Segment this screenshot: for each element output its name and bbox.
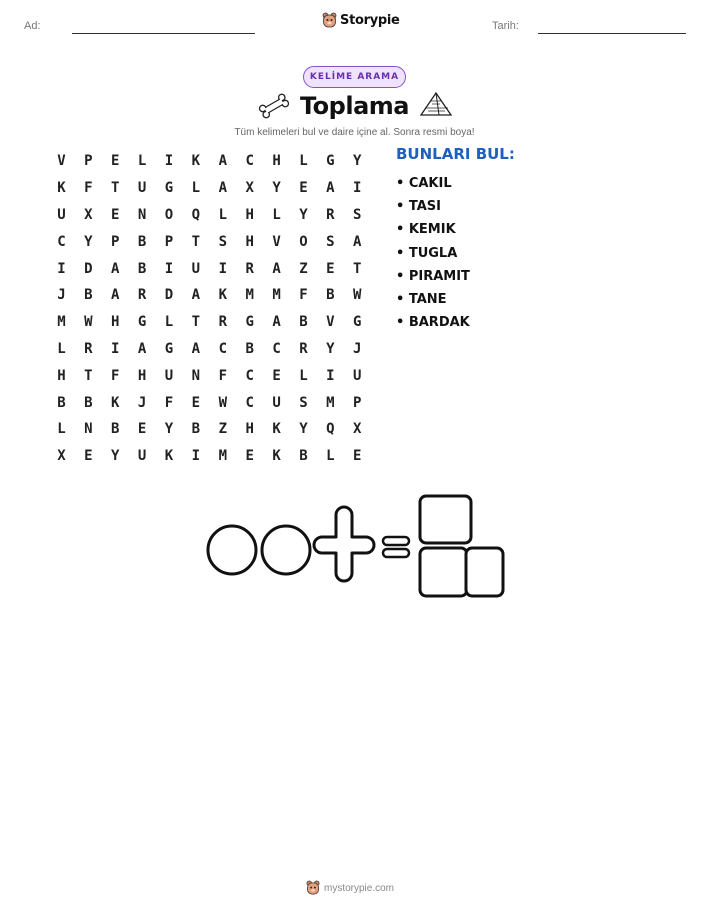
grid-letter[interactable]: L — [299, 153, 308, 170]
grid-letter[interactable]: X — [84, 206, 93, 223]
pyramid-icon — [419, 91, 453, 119]
grid-letter[interactable]: A — [191, 287, 201, 304]
grid-letter[interactable]: U — [272, 394, 281, 411]
grid-letter[interactable]: W — [353, 287, 362, 304]
grid-letter[interactable]: A — [218, 153, 227, 170]
word-list — [396, 172, 470, 334]
grid-letter[interactable]: A — [218, 180, 227, 197]
grid-letter[interactable]: R — [137, 287, 147, 304]
grid-letter[interactable]: L — [137, 153, 147, 170]
activity-badge — [303, 66, 406, 88]
word-list-title: BUNLARI BUL: — [396, 145, 515, 163]
grid-letter[interactable]: H — [245, 233, 254, 250]
grid-letter[interactable]: K — [272, 421, 281, 438]
grid-letter[interactable]: B — [137, 233, 147, 250]
brand-logo — [322, 12, 400, 29]
grid-letter[interactable]: P — [111, 233, 120, 250]
grid-letter[interactable]: H — [245, 206, 254, 223]
grid-letter[interactable]: I — [191, 448, 201, 465]
grid-letter[interactable]: A — [272, 260, 281, 277]
grid-letter[interactable]: E — [272, 367, 281, 384]
grid-letter[interactable]: C — [245, 153, 254, 170]
grid-letter[interactable]: P — [353, 394, 362, 411]
grid-letter[interactable]: I — [164, 260, 174, 277]
plus-sign-icon — [314, 507, 374, 581]
square-shape — [420, 548, 467, 596]
grid-letter[interactable]: L — [57, 340, 66, 357]
grid-letter[interactable]: U — [57, 206, 66, 223]
grid-letter[interactable]: X — [353, 421, 362, 438]
grid-letter[interactable]: F — [111, 367, 120, 384]
grid-letter[interactable]: B — [191, 421, 201, 438]
grid-letter[interactable]: U — [191, 260, 201, 277]
word-item: • TUGLA — [396, 245, 458, 261]
grid-letter[interactable]: B — [326, 287, 335, 304]
grid-letter[interactable]: V — [326, 314, 335, 331]
grid-letter[interactable]: U — [353, 367, 362, 384]
grid-letter[interactable]: A — [272, 314, 281, 331]
grid-letter[interactable]: G — [164, 340, 174, 357]
grid-letter[interactable]: S — [326, 233, 335, 250]
grid-letter[interactable]: T — [191, 233, 201, 250]
grid-row — [48, 202, 371, 229]
word-item: • CAKIL — [396, 176, 452, 192]
grid-letter[interactable]: I — [326, 367, 335, 384]
instructions: Tüm kelimeleri bul ve daire içine al. Sonra resmi boya! — [234, 127, 475, 138]
square-shape — [420, 496, 471, 543]
circle-shape — [262, 526, 310, 574]
grid-letter[interactable]: P — [84, 153, 93, 170]
grid-letter[interactable]: N — [84, 421, 93, 438]
grid-letter[interactable]: T — [353, 260, 362, 277]
grid-letter[interactable]: I — [164, 153, 174, 170]
grid-letter[interactable]: E — [245, 448, 254, 465]
grid-letter[interactable]: I — [111, 340, 120, 357]
grid-letter[interactable]: G — [353, 314, 362, 331]
grid-letter[interactable]: R — [326, 206, 335, 223]
grid-letter[interactable]: F — [164, 394, 174, 411]
grid-letter[interactable]: A — [111, 287, 120, 304]
name-line — [72, 33, 255, 34]
grid-letter[interactable]: S — [353, 206, 362, 223]
bear-logo-icon — [306, 880, 320, 896]
grid-letter[interactable]: R — [299, 340, 308, 357]
grid-letter[interactable]: I — [57, 260, 66, 277]
grid-letter[interactable]: A — [111, 260, 120, 277]
badge-label: KELİME ARAMA — [309, 72, 400, 82]
grid-letter[interactable]: B — [57, 394, 66, 411]
grid-letter[interactable]: X — [57, 448, 66, 465]
word-item: • BARDAK — [396, 315, 470, 331]
grid-letter[interactable]: S — [218, 233, 227, 250]
grid-row — [48, 175, 371, 202]
grid-letter[interactable]: N — [191, 367, 201, 384]
grid-letter[interactable]: E — [111, 206, 120, 223]
grid-row — [48, 148, 371, 175]
grid-letter[interactable]: Y — [299, 206, 308, 223]
grid-letter[interactable]: Y — [326, 340, 335, 357]
grid-letter[interactable]: M — [245, 287, 254, 304]
grid-letter[interactable]: J — [353, 340, 362, 357]
grid-letter[interactable]: E — [326, 260, 335, 277]
coloring-illustration — [200, 490, 510, 602]
grid-letter[interactable]: G — [164, 180, 174, 197]
grid-letter[interactable]: B — [84, 287, 93, 304]
grid-letter[interactable]: E — [191, 394, 201, 411]
grid-letter[interactable]: A — [326, 180, 335, 197]
grid-letter[interactable]: Q — [326, 421, 335, 438]
grid-letter[interactable]: C — [245, 394, 254, 411]
grid-letter[interactable]: K — [57, 180, 66, 197]
grid-letter[interactable]: A — [353, 233, 362, 250]
grid-letter[interactable]: K — [191, 153, 201, 170]
grid-letter[interactable]: V — [272, 233, 281, 250]
word-item: • TANE — [396, 292, 447, 308]
grid-letter[interactable]: L — [57, 421, 66, 438]
bear-logo-icon — [322, 12, 337, 29]
grid-letter[interactable]: F — [299, 287, 308, 304]
grid-letter[interactable]: B — [137, 260, 147, 277]
grid-letter[interactable]: R — [218, 314, 227, 331]
grid-row — [48, 336, 371, 363]
grid-letter[interactable]: R — [245, 260, 254, 277]
grid-letter[interactable]: L — [191, 180, 201, 197]
grid-row — [48, 416, 371, 443]
word-item: • TASI — [396, 199, 441, 215]
grid-letter[interactable]: F — [218, 367, 227, 384]
grid-letter[interactable]: E — [84, 448, 93, 465]
grid-letter[interactable]: P — [164, 233, 174, 250]
grid-letter[interactable]: K — [218, 287, 227, 304]
date-label: Tarih: — [492, 20, 519, 32]
grid-letter[interactable]: I — [218, 260, 227, 277]
grid-letter[interactable]: O — [299, 233, 308, 250]
grid-letter[interactable]: Z — [218, 421, 227, 438]
grid-letter[interactable]: W — [84, 314, 93, 331]
grid-letter[interactable]: B — [245, 340, 254, 357]
grid-letter[interactable]: E — [353, 448, 362, 465]
page-title: Toplama — [300, 92, 409, 120]
grid-letter[interactable]: L — [272, 206, 281, 223]
grid-letter[interactable]: T — [84, 367, 93, 384]
grid-letter[interactable]: D — [164, 287, 174, 304]
grid-row — [48, 362, 371, 389]
grid-row — [48, 255, 371, 282]
word-search-grid — [48, 148, 371, 470]
grid-letter[interactable]: C — [57, 233, 66, 250]
word-item: • KEMIK — [396, 222, 456, 238]
grid-letter[interactable]: G — [137, 314, 147, 331]
grid-letter[interactable]: B — [84, 394, 93, 411]
grid-letter[interactable]: M — [218, 448, 227, 465]
grid-letter[interactable]: Y — [164, 421, 174, 438]
grid-letter[interactable]: E — [111, 153, 120, 170]
grid-letter[interactable]: U — [137, 180, 147, 197]
grid-letter[interactable]: L — [164, 314, 174, 331]
name-label: Ad: — [24, 20, 41, 32]
grid-letter[interactable]: K — [111, 394, 120, 411]
grid-letter[interactable]: Y — [299, 421, 308, 438]
grid-letter[interactable]: S — [299, 394, 308, 411]
grid-row — [48, 282, 371, 309]
grid-letter[interactable]: Y — [84, 233, 93, 250]
grid-letter[interactable]: N — [137, 206, 147, 223]
circle-shape — [208, 526, 256, 574]
grid-letter[interactable]: K — [164, 448, 174, 465]
grid-row — [48, 443, 371, 470]
grid-letter[interactable]: W — [218, 394, 227, 411]
grid-letter[interactable]: H — [111, 314, 120, 331]
grid-letter[interactable]: G — [326, 153, 335, 170]
grid-letter[interactable]: R — [84, 340, 93, 357]
grid-letter[interactable]: T — [191, 314, 201, 331]
grid-letter[interactable]: J — [137, 394, 147, 411]
grid-letter[interactable]: E — [137, 421, 147, 438]
grid-letter[interactable]: L — [326, 448, 335, 465]
grid-letter[interactable]: T — [111, 180, 120, 197]
grid-letter[interactable]: B — [299, 314, 308, 331]
grid-letter[interactable]: L — [218, 206, 227, 223]
grid-row — [48, 389, 371, 416]
date-line — [538, 33, 686, 34]
grid-letter[interactable]: B — [299, 448, 308, 465]
grid-row — [48, 228, 371, 255]
grid-letter[interactable]: H — [245, 421, 254, 438]
brand-name: Storypie — [340, 13, 400, 28]
grid-letter[interactable]: J — [57, 287, 66, 304]
grid-letter[interactable]: M — [57, 314, 66, 331]
grid-letter[interactable]: Q — [191, 206, 201, 223]
grid-letter[interactable]: B — [111, 421, 120, 438]
grid-letter[interactable]: H — [57, 367, 66, 384]
grid-letter[interactable]: O — [164, 206, 174, 223]
grid-letter[interactable]: C — [245, 367, 254, 384]
grid-letter[interactable]: K — [272, 448, 281, 465]
grid-letter[interactable]: H — [272, 153, 281, 170]
grid-letter[interactable]: L — [299, 367, 308, 384]
grid-letter[interactable]: Y — [353, 153, 362, 170]
grid-row — [48, 309, 371, 336]
grid-letter[interactable]: V — [57, 153, 66, 170]
grid-letter[interactable]: C — [218, 340, 227, 357]
grid-letter[interactable]: X — [245, 180, 254, 197]
word-item: • PIRAMIT — [396, 268, 470, 284]
square-shape — [466, 548, 503, 596]
grid-letter[interactable]: M — [272, 287, 281, 304]
grid-letter[interactable]: A — [137, 340, 147, 357]
grid-letter[interactable]: D — [84, 260, 93, 277]
grid-letter[interactable]: G — [245, 314, 254, 331]
grid-letter[interactable]: I — [353, 180, 362, 197]
grid-letter[interactable]: E — [299, 180, 308, 197]
grid-letter[interactable]: A — [191, 340, 201, 357]
grid-letter[interactable]: M — [326, 394, 335, 411]
grid-letter[interactable]: Y — [272, 180, 281, 197]
footer — [306, 880, 394, 896]
footer-url: mystorypie.com — [324, 882, 395, 894]
grid-letter[interactable]: Z — [299, 260, 308, 277]
equals-sign-icon — [383, 537, 409, 557]
grid-letter[interactable]: U — [137, 448, 147, 465]
grid-letter[interactable]: F — [84, 180, 93, 197]
grid-letter[interactable]: C — [272, 340, 281, 357]
grid-letter[interactable]: U — [164, 367, 174, 384]
grid-letter[interactable]: H — [137, 367, 147, 384]
grid-letter[interactable]: Y — [111, 448, 120, 465]
